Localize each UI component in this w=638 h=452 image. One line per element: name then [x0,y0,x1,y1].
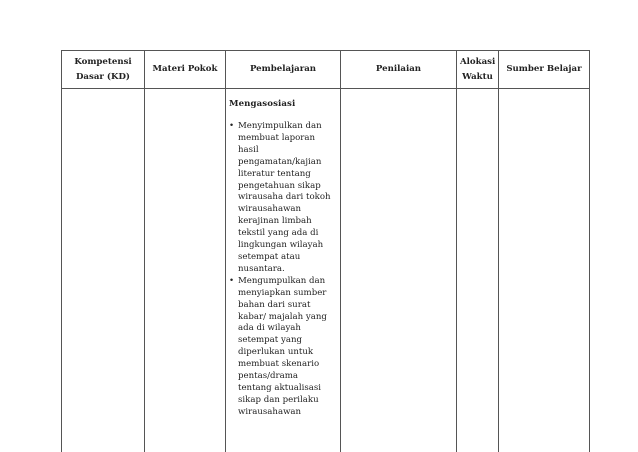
cell-kompetensi-dasar [62,89,145,452]
table-row [62,89,590,452]
header-kompetensi-dasar: Kompetensi Dasar (KD) [62,51,145,89]
cell-pembelajaran [226,89,341,452]
list-item [229,276,334,419]
bullet-icon: • [229,121,235,131]
section-title-mengasosiasi: Mengasosiasi [229,99,296,109]
list-item-text: Mengumpulkan dan menyiapkan sumber bahan dari surat kabar/ majalah yang ada di wilayah setempat yang diperlukan untuk membuat skenario pentas/drama tentang aktualisasi sikap dan perilaku wirausahawan [238,275,327,417]
activity-list [229,121,334,419]
header-alokasi-waktu: Alokasi Waktu [457,51,499,89]
cell-materi-pokok [145,89,226,452]
header-pembelajaran: Pembelajaran [226,51,341,89]
syllabus-table [61,50,590,452]
cell-penilaian [341,89,457,452]
bullet-icon: • [229,275,235,286]
header-penilaian: Penilaian [341,51,457,89]
cell-alokasi-waktu [457,89,499,452]
list-item-text: Menyimpulkan dan membuat laporan hasil pengamatan/kajian literatur tentang pengetahuan sikap wirausaha dari tokoh wirausahawan kerajinan limbah tekstil yang ada di lingkungan wilayah setempat atau nusantara. [238,121,331,274]
cell-sumber-belajar [499,89,590,452]
table-header-row [62,51,590,89]
header-materi-pokok: Materi Pokok [145,51,226,89]
header-sumber-belajar: Sumber Belajar [499,51,590,89]
list-item [229,121,334,276]
